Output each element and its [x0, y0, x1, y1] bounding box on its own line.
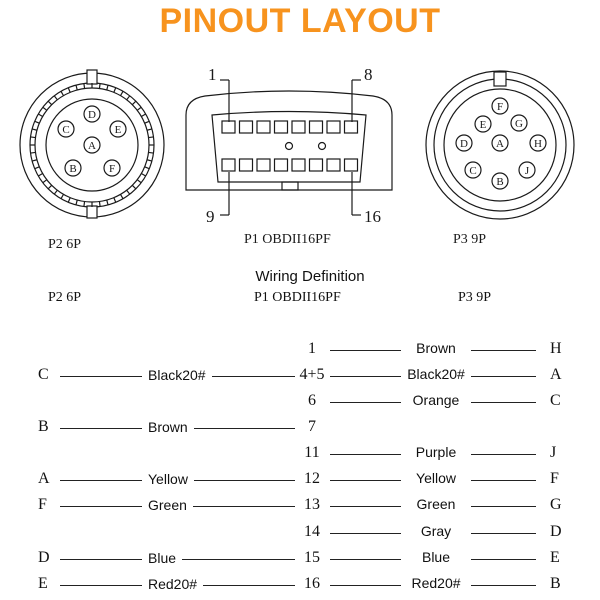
- p2-knurl-tick: [61, 194, 64, 198]
- row-p3-pin: B: [550, 575, 561, 592]
- p2-knurl-tick: [43, 180, 47, 183]
- right-wire-label: Blue: [401, 549, 471, 565]
- p2-knurl-tick: [54, 96, 57, 100]
- p2-knurl-tick: [114, 198, 116, 203]
- row-p3-pin: F: [550, 470, 559, 487]
- connector-captions: [48, 232, 486, 252]
- row-p2-pin: A: [38, 470, 50, 487]
- p2-knurl-tick: [141, 114, 145, 117]
- p2-knurl-tick: [127, 190, 130, 194]
- wiring-title: Wiring Definition: [255, 268, 365, 285]
- p2-knurl-tick: [31, 137, 36, 138]
- row-p3-pin: C: [550, 392, 561, 409]
- p2-knurl-tick: [38, 174, 42, 177]
- row-p3-pin: G: [550, 496, 562, 513]
- p2-knurl-tick: [38, 114, 42, 117]
- row-p3-pin: A: [550, 366, 562, 383]
- left-wire-label: Brown: [142, 419, 194, 435]
- p2-knurl-tick: [84, 202, 85, 207]
- p2-knurl-tick: [141, 174, 145, 177]
- p2-knurl-tick: [107, 85, 108, 90]
- wiring-header-p3: P3 9P: [458, 290, 492, 305]
- p3-pin-a: A: [496, 138, 504, 150]
- p2-knurl-tick: [31, 152, 36, 153]
- p2-pin-a: A: [88, 140, 96, 152]
- p1-callout-8: 8: [364, 65, 373, 84]
- row-p1-pin: 13: [304, 496, 320, 513]
- p2-knurl-tick: [68, 198, 70, 203]
- wiring-header-p2: P2 6P: [48, 290, 82, 305]
- right-wire-label: Brown: [401, 340, 471, 356]
- p1-pin-slot: [292, 121, 305, 133]
- right-wire-label: Red20#: [401, 575, 471, 591]
- left-wire-label: Black20#: [142, 367, 212, 383]
- row-p3-pin: D: [550, 523, 562, 540]
- p1-pin-slot: [257, 121, 270, 133]
- right-wire-label: Yellow: [401, 470, 471, 486]
- row-p1-pin: 15: [304, 549, 320, 566]
- p2-knurl-tick: [145, 121, 150, 123]
- p2-knurl-tick: [127, 96, 130, 100]
- row-p1-pin: 16: [304, 575, 320, 592]
- p1-polarity-dot: [319, 143, 326, 150]
- p2-knurl-tick: [99, 84, 100, 89]
- right-wire-label: Orange: [401, 392, 471, 408]
- p2-knurl-tick: [121, 194, 124, 198]
- p1-callouts: [206, 65, 381, 226]
- p2-pin-d: D: [88, 109, 96, 121]
- right-wire-label: Gray: [401, 523, 471, 539]
- row-p1-pin: 12: [304, 470, 320, 487]
- p1-pin-slot: [345, 121, 358, 133]
- p1-pin-slot: [327, 121, 340, 133]
- p2-knurl-tick: [137, 107, 141, 110]
- p1-pin-slot: [327, 159, 340, 171]
- left-wire-label: Green: [142, 497, 193, 513]
- p2-knurl-tick: [99, 202, 100, 207]
- p3-pin-j: J: [524, 165, 530, 177]
- p1-pin-slot: [310, 121, 323, 133]
- right-wire-label: Black20#: [401, 366, 471, 382]
- p3-pin-h: H: [534, 138, 542, 150]
- p1-obd-connector: [186, 80, 392, 215]
- p2-knurl-tick: [43, 107, 47, 110]
- p2-pin-letters: [62, 109, 121, 175]
- p2-knurl-tick: [68, 88, 70, 93]
- p2-knurl-tick: [145, 167, 150, 169]
- p3-pin-f: F: [496, 101, 504, 113]
- p3-pin-d: D: [460, 138, 468, 150]
- p1-polarity-dot: [286, 143, 293, 150]
- right-wire-label: Green: [401, 496, 471, 512]
- p2-knurl-tick: [147, 160, 152, 161]
- p2-knurl-tick: [84, 84, 85, 89]
- p2-pin-e: E: [114, 124, 122, 136]
- page-title: PINOUT LAYOUT: [159, 2, 441, 40]
- p2-knurl-tick: [35, 121, 40, 123]
- row-p3-pin: H: [550, 340, 562, 357]
- p2-knurl-tick: [107, 200, 108, 205]
- p2-knurl-tick: [48, 101, 52, 105]
- left-wire-label: Blue: [142, 550, 182, 566]
- p1-callout-9: 9: [206, 207, 215, 226]
- p2-knurl-tick: [61, 91, 64, 95]
- row-p3-pin: E: [550, 549, 560, 566]
- p3-pin-b: B: [496, 176, 504, 188]
- row-p2-pin: D: [38, 549, 50, 566]
- row-p1-pin: 11: [304, 444, 320, 461]
- connector-diagrams: [0, 0, 600, 260]
- p2-knurl-tick: [76, 85, 77, 90]
- p2-knurl-tick: [114, 88, 116, 93]
- left-wire-label: Yellow: [142, 471, 194, 487]
- p1-pin-slot: [292, 159, 305, 171]
- p2-pin-c: C: [62, 124, 70, 136]
- row-p2-pin: B: [38, 418, 49, 435]
- p2-knurl-tick: [132, 185, 136, 189]
- p1-caption: P1 OBDII16PF: [244, 232, 331, 247]
- row-p1-pin: 14: [304, 523, 320, 540]
- p1-pin-slot: [222, 121, 235, 133]
- p2-knurl-tick: [32, 129, 37, 130]
- p1-pin-slot: [275, 159, 288, 171]
- p3-pin-e: E: [479, 119, 487, 131]
- p2-caption: P2 6P: [48, 237, 82, 252]
- p2-knurl-tick: [132, 101, 136, 105]
- p2-knurl-tick: [121, 91, 124, 95]
- p2-pin-f: F: [108, 163, 116, 175]
- p2-knurl-tick: [48, 185, 52, 189]
- p2-knurl-tick: [147, 129, 152, 130]
- p2-knurl-tick: [137, 180, 141, 183]
- p1-pin-slot: [222, 159, 235, 171]
- row-p1-pin: 4+5: [299, 366, 325, 383]
- p3-pin-g: G: [515, 118, 523, 130]
- p1-pin-slot: [310, 159, 323, 171]
- p2-knurl-tick: [32, 160, 37, 161]
- p3-caption: P3 9P: [453, 232, 487, 247]
- p1-pin-slot: [257, 159, 270, 171]
- p2-knurl-tick: [76, 200, 77, 205]
- p2-knurl-tick: [35, 167, 40, 169]
- p2-pin-b: B: [69, 163, 77, 175]
- p1-callout-16: 16: [364, 207, 381, 226]
- row-p2-pin: F: [38, 496, 47, 513]
- row-p3-pin: J: [550, 444, 557, 461]
- row-p2-pin: C: [38, 366, 49, 383]
- wiring-header-p1: P1 OBDII16PF: [254, 290, 341, 305]
- row-p1-pin: 1: [308, 340, 316, 357]
- row-p1-pin: 7: [308, 418, 316, 435]
- p1-callout-1: 1: [208, 65, 217, 84]
- row-p1-pin: 6: [308, 392, 316, 409]
- left-wire-label: Red20#: [142, 576, 203, 592]
- p2-knurl-tick: [149, 152, 154, 153]
- p1-pin-slot: [240, 159, 253, 171]
- p2-knurl-tick: [149, 137, 154, 138]
- p2-knurl-tick: [54, 190, 57, 194]
- row-p2-pin: E: [38, 575, 48, 592]
- p1-pin-slot: [345, 159, 358, 171]
- p1-pin-slot: [240, 121, 253, 133]
- right-wire-label: Purple: [401, 444, 471, 460]
- p1-pin-slot: [275, 121, 288, 133]
- p3-pin-c: C: [469, 165, 477, 177]
